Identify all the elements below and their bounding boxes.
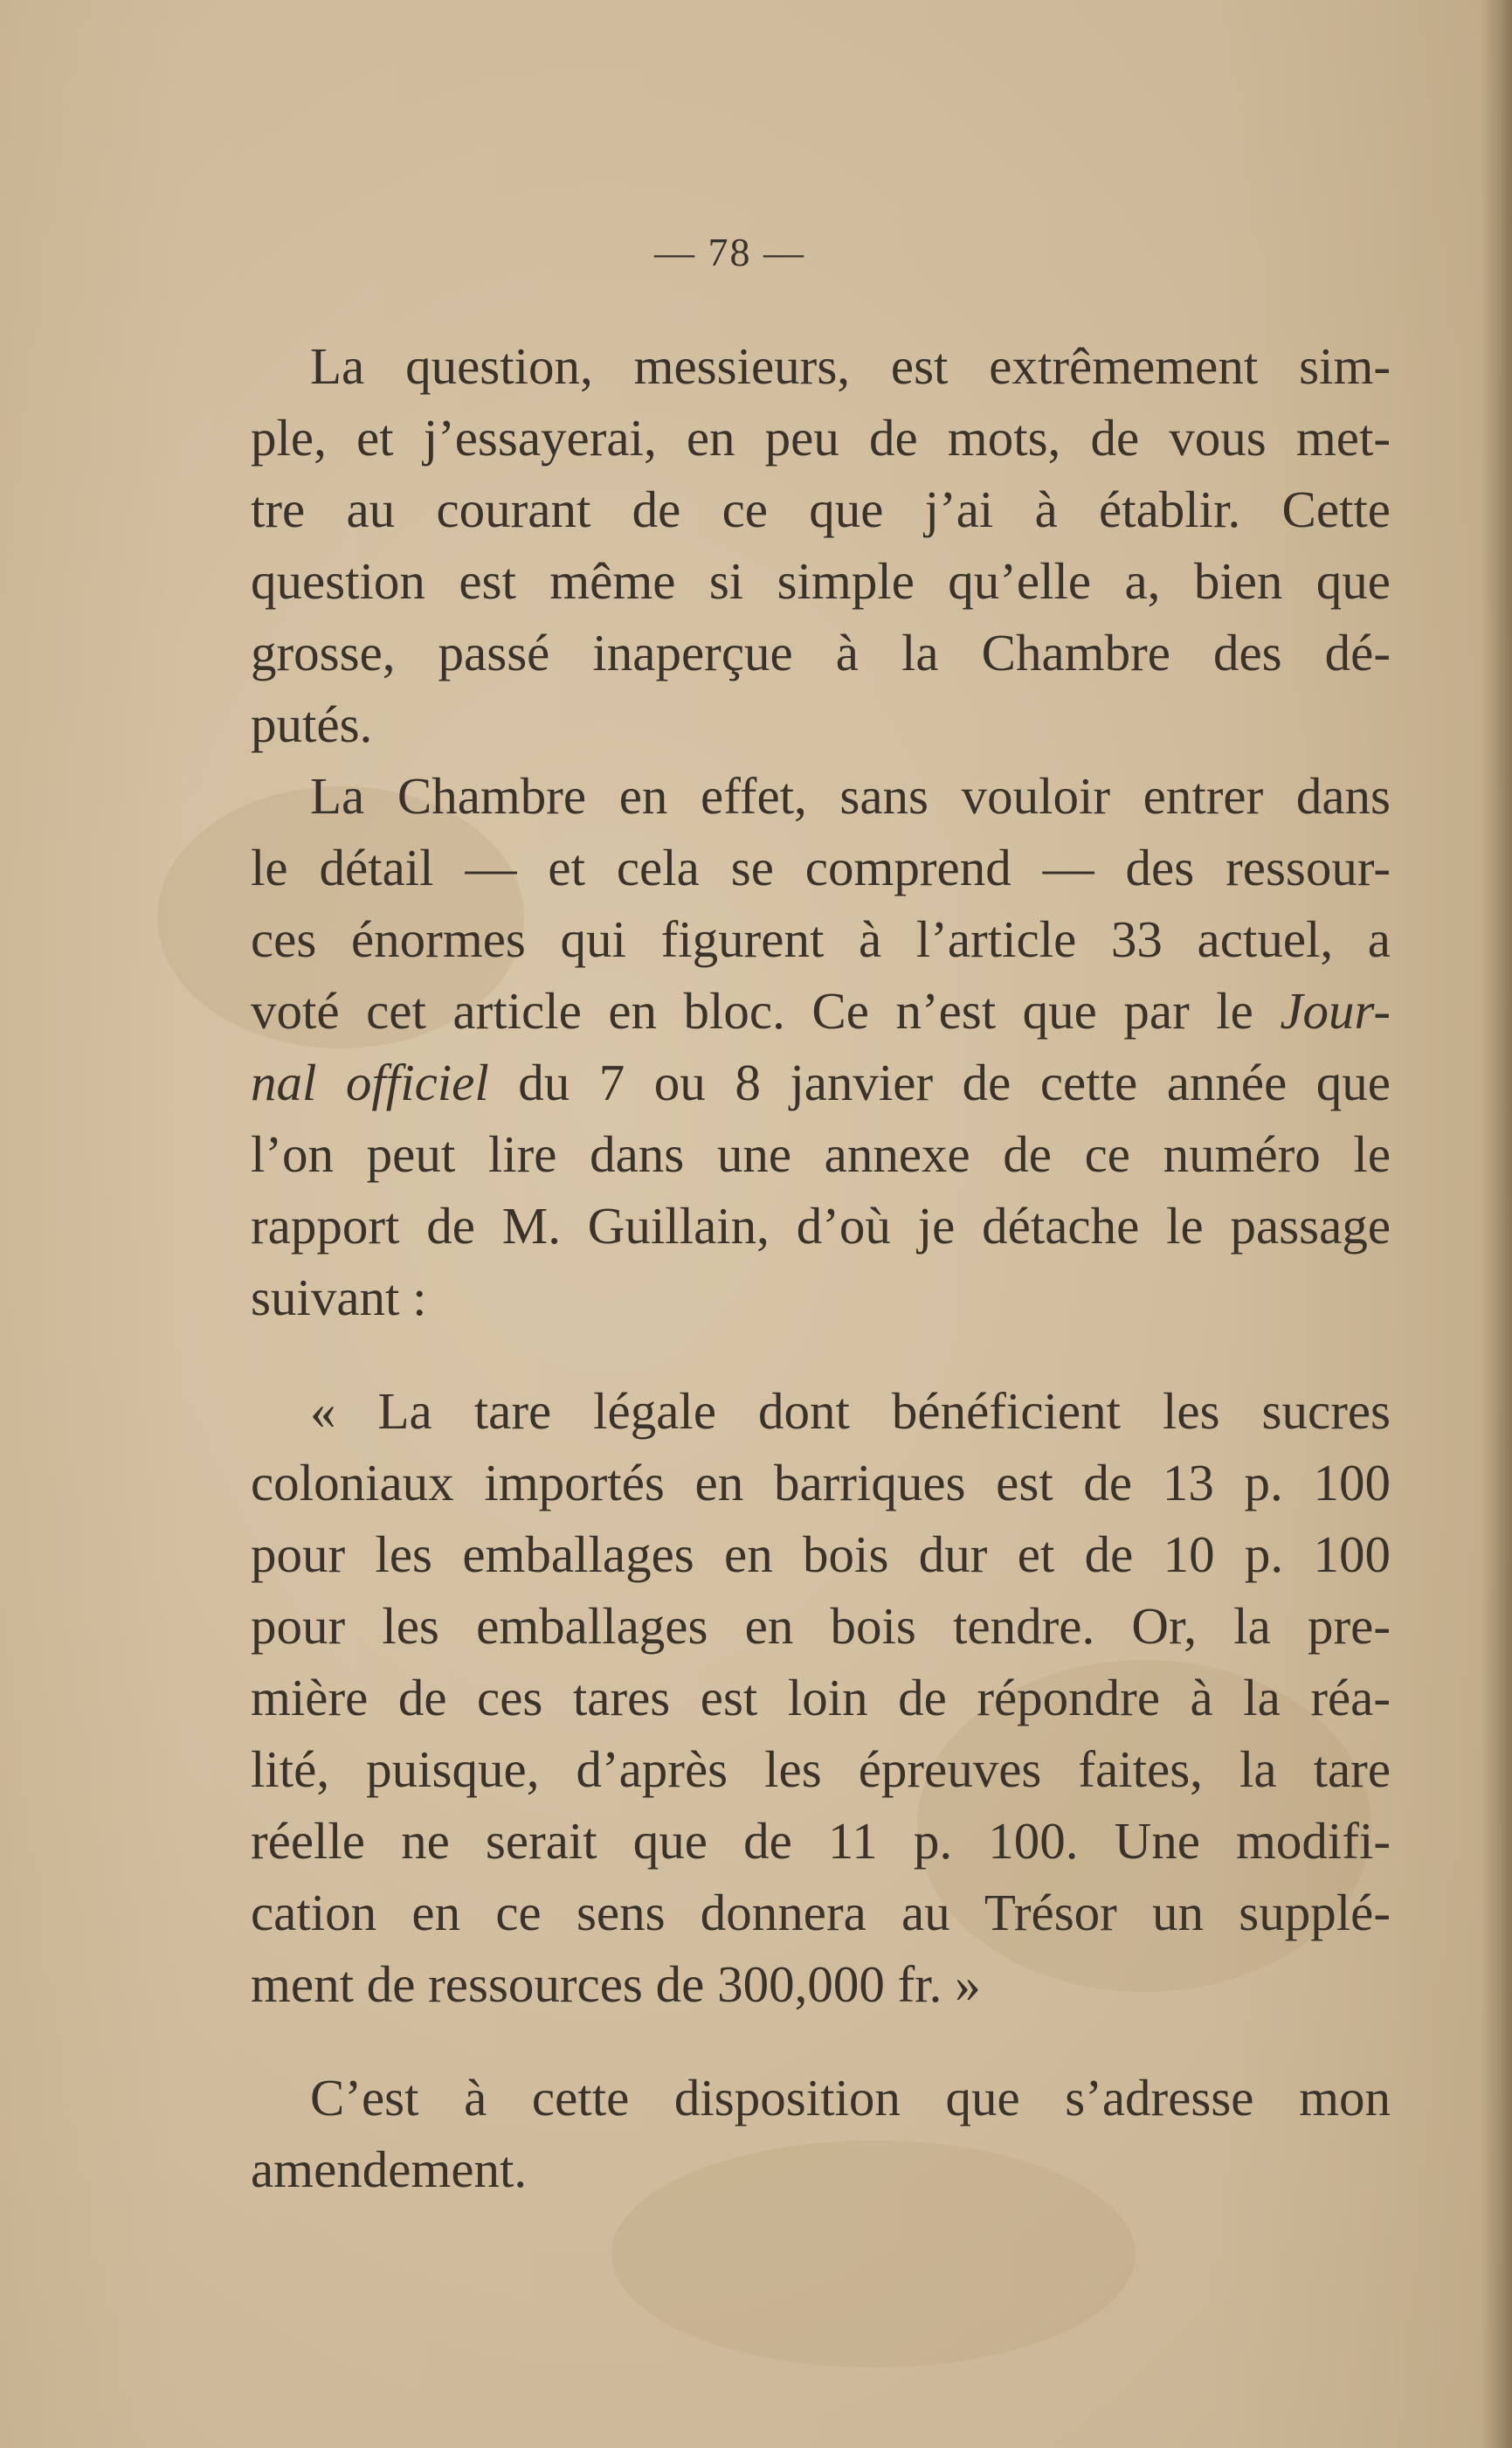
text-segment: voté cet article en bloc. Ce n’est que par le (251, 982, 1281, 1040)
text-line (251, 2062, 1391, 2133)
text-line (251, 1518, 1391, 1590)
text-line (251, 1877, 1391, 1948)
text-line (251, 1948, 1391, 2020)
text-line (251, 975, 1391, 1047)
italic-text: Jour- (1280, 982, 1391, 1040)
text-line (251, 2133, 1391, 2205)
text-line (251, 1662, 1391, 1733)
text-line (251, 760, 1391, 832)
text-segment: mière de ces tares est loin de répondre à la réa- (251, 1669, 1391, 1726)
paragraph (251, 2062, 1391, 2205)
text-segment: coloniaux importés en barriques est de 13 p. 100 (251, 1454, 1391, 1511)
text-segment: question est même si simple qu’elle a, bien que (251, 552, 1391, 610)
text-line (251, 545, 1391, 617)
text-line (251, 688, 1391, 760)
paragraph-gap (251, 2020, 1391, 2062)
paragraph (251, 1375, 1391, 2020)
text-segment: le détail — et cela se comprend — des ressour- (251, 839, 1391, 896)
text-line (251, 1447, 1391, 1518)
text-segment: ple, et j’essayerai, en peu de mots, de vous met- (251, 409, 1391, 467)
text-line (251, 1805, 1391, 1877)
text-segment: suivant : (251, 1269, 427, 1326)
text-segment: pour les emballages en bois dur et de 10 p. 100 (251, 1525, 1391, 1583)
text-line (251, 330, 1391, 402)
text-segment: l’on peut lire dans une annexe de ce numéro le (251, 1125, 1391, 1183)
text-segment: La Chambre en effet, sans vouloir entrer dans (310, 767, 1391, 825)
text-segment: lité, puisque, d’après les épreuves faites, la tare (251, 1740, 1391, 1798)
text-line (251, 1118, 1391, 1190)
text-line (251, 1190, 1391, 1262)
text-line (251, 1733, 1391, 1805)
text-segment: amendement. (251, 2140, 528, 2198)
body-text (251, 330, 1391, 2205)
text-segment: tre au courant de ce que j’ai à établir. Cette (251, 481, 1391, 538)
page-number: — 78 — (654, 230, 805, 274)
text-segment: ces énormes qui figurent à l’article 33 actuel, a (251, 910, 1391, 968)
text-segment: putés. (251, 695, 373, 753)
text-line (251, 1590, 1391, 1662)
text-line (251, 617, 1391, 688)
text-segment: La question, messieurs, est extrêmement sim- (310, 337, 1391, 395)
text-line (251, 903, 1391, 975)
paragraph-gap (251, 1333, 1391, 1375)
text-line (251, 832, 1391, 903)
text-segment: grosse, passé inaperçue à la Chambre des dé- (251, 624, 1391, 681)
paragraph (251, 760, 1391, 1333)
paragraph (251, 330, 1391, 760)
text-segment: pour les emballages en bois tendre. Or, la pre- (251, 1597, 1391, 1655)
text-line (251, 402, 1391, 474)
text-segment: du 7 ou 8 janvier de cette année que (488, 1054, 1391, 1111)
italic-text: nal officiel (251, 1054, 489, 1111)
text-segment: rapport de M. Guillain, d’où je détache le passage (251, 1197, 1391, 1255)
text-segment: « La tare légale dont bénéficient les sucres (310, 1382, 1391, 1440)
text-line (251, 1262, 1391, 1333)
text-segment: C’est à cette disposition que s’adresse mon (310, 2069, 1391, 2126)
text-line (251, 1375, 1391, 1447)
text-segment: ment de ressources de 300,000 fr. » (251, 1955, 981, 2013)
text-segment: cation en ce sens donnera au Trésor un supplé- (251, 1884, 1391, 1941)
text-segment: réelle ne serait que de 11 p. 100. Une modifi- (251, 1812, 1391, 1870)
page-edge-shadow (1481, 0, 1512, 2448)
text-line (251, 1047, 1391, 1118)
text-line (251, 474, 1391, 545)
